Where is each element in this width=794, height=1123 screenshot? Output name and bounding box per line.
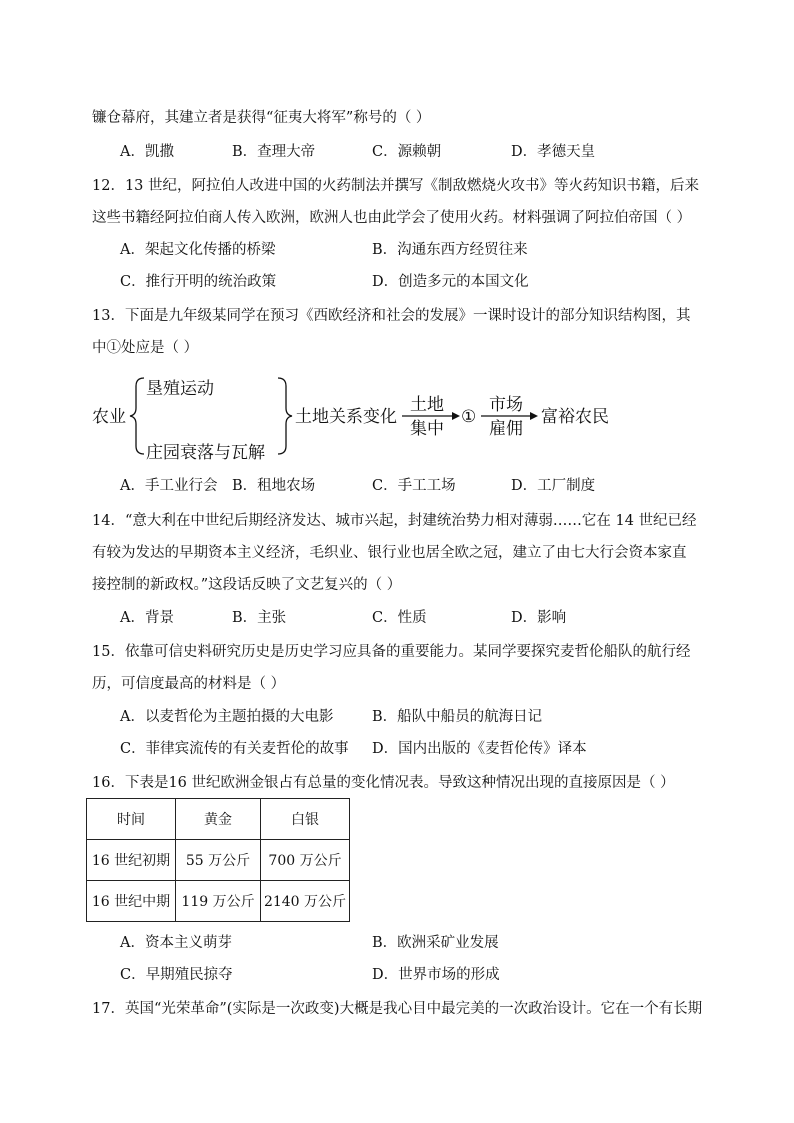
left-brace bbox=[130, 378, 144, 454]
table-cell: 55 万公斤 bbox=[176, 840, 261, 881]
q11-option-a: A．凯撒 bbox=[120, 144, 174, 160]
diagram-branch-bottom: 庄园衰落与瓦解 bbox=[146, 443, 265, 463]
arrow1-head bbox=[452, 412, 460, 420]
q11-stem: 镰仓幕府，其建立者是获得“征夷大将军”称号的（ ） bbox=[92, 110, 431, 126]
q14-option-c: C．性质 bbox=[372, 610, 427, 626]
q16-stem-line1: 16．下表是16 世纪欧洲金银占有总量的变化情况表。导致这种情况出现的直接原因是（ ） bbox=[92, 775, 675, 791]
q12-option-b: B．沟通东西方经贸往来 bbox=[372, 242, 528, 258]
q16-option-b: B．欧洲采矿业发展 bbox=[372, 935, 499, 951]
table-cell: 700 万公斤 bbox=[261, 840, 350, 881]
diagram-branch-top: 垦殖运动 bbox=[146, 379, 214, 399]
diagram-change: 土地关系变化 bbox=[295, 407, 397, 427]
q13-option-a: A．手工业行会 bbox=[120, 478, 218, 494]
q16-option-d: D．世界市场的形成 bbox=[372, 967, 500, 983]
table-cell: 2140 万公斤 bbox=[261, 881, 350, 922]
q14-option-b: B．主张 bbox=[232, 610, 287, 626]
table-header-cell: 白银 bbox=[261, 799, 350, 840]
q12-option-d: D．创造多元的本国文化 bbox=[372, 274, 529, 290]
q15-stem-line2: 历，可信度最高的材料是（ ） bbox=[92, 676, 286, 692]
q11-option-c: C．源赖朝 bbox=[372, 144, 442, 160]
q15-option-c: C．菲律宾流传的有关麦哲伦的故事 bbox=[120, 741, 349, 757]
q15-option-d: D．国内出版的《麦哲伦传》译本 bbox=[372, 741, 587, 757]
right-brace bbox=[278, 378, 292, 454]
table-row bbox=[87, 840, 350, 881]
table-header-cell: 黄金 bbox=[176, 799, 261, 840]
q13-option-c: C．手工工场 bbox=[372, 478, 456, 494]
q12-stem-line1: 12．13 世纪，阿拉伯人改进中国的火药制法并撰写《制敌燃烧火攻书》等火药知识书籍，后来 bbox=[92, 178, 700, 194]
table-row bbox=[87, 881, 350, 922]
diagram-arrow2-top: 市场 bbox=[489, 395, 523, 415]
q13-stem-line1: 13．下面是九年级某同学在预习《西欧经济和社会的发展》一课时设计的部分知识结构图，其 bbox=[92, 308, 691, 324]
q11-option-d: D．孝德天皇 bbox=[511, 144, 596, 160]
q15-option-b: B．船队中船员的航海日记 bbox=[372, 709, 543, 725]
table-header-row bbox=[87, 799, 350, 840]
q12-option-a: A．架起文化传播的桥梁 bbox=[120, 242, 276, 258]
diagram-arrow1-bottom: 集中 bbox=[410, 419, 444, 439]
q13-knowledge-diagram bbox=[92, 370, 632, 465]
diagram-arrow1-top: 土地 bbox=[410, 395, 444, 415]
q14-option-d: D．影响 bbox=[511, 610, 567, 626]
q15-stem-line1: 15．依靠可信史料研究历史是历史学习应具备的重要能力。某同学要探究麦哲伦船队的航行经 bbox=[92, 644, 691, 660]
q13-option-d: D．工厂制度 bbox=[511, 478, 596, 494]
q12-option-c: C．推行开明的统治政策 bbox=[120, 274, 277, 290]
table-header-cell: 时间 bbox=[87, 799, 176, 840]
table-cell: 16 世纪初期 bbox=[87, 840, 176, 881]
q14-stem-line2: 有较为发达的早期资本主义经济，毛织业、银行业也居全欧之冠，建立了由七大行会资本家直 bbox=[92, 545, 687, 561]
diagram-root: 农业 bbox=[92, 407, 126, 427]
q16-option-c: C．早期殖民掠夺 bbox=[120, 967, 233, 983]
q12-stem-line2: 这些书籍经阿拉伯商人传入欧洲，欧洲人也由此学会了使用火药。材料强调了阿拉伯帝国（ ） bbox=[92, 210, 692, 226]
q14-stem-line1: 14．“意大利在中世纪后期经济发达、城市兴起，封建统治势力相对薄弱……它在 14 世纪已经 bbox=[92, 513, 697, 529]
q16-option-a: A．资本主义萌芽 bbox=[120, 935, 232, 951]
q13-stem-line2: 中①处应是（ ） bbox=[92, 340, 199, 356]
q15-option-a: A．以麦哲伦为主题拍摄的大电影 bbox=[120, 709, 334, 725]
diagram-result: 富裕农民 bbox=[541, 407, 609, 427]
table-cell: 16 世纪中期 bbox=[87, 881, 176, 922]
arrow2-head bbox=[530, 412, 538, 420]
diagram-arrow2-bottom: 雇佣 bbox=[489, 419, 523, 439]
q14-stem-line3: 接控制的新政权。”这段话反映了文艺复兴的（ ） bbox=[92, 577, 402, 593]
q14-option-a: A．背景 bbox=[120, 610, 174, 626]
q13-option-b: B．租地农场 bbox=[232, 478, 316, 494]
q11-option-b: B．查理大帝 bbox=[232, 144, 316, 160]
q16-gold-silver-table bbox=[86, 798, 350, 922]
table-cell: 119 万公斤 bbox=[176, 881, 261, 922]
diagram-node: ① bbox=[461, 407, 477, 427]
q17-stem-line1: 17．英国“光荣革命”(实际是一次政变)大概是我心目中最完美的一次政治设计。它在一个有长期 bbox=[92, 1001, 703, 1017]
